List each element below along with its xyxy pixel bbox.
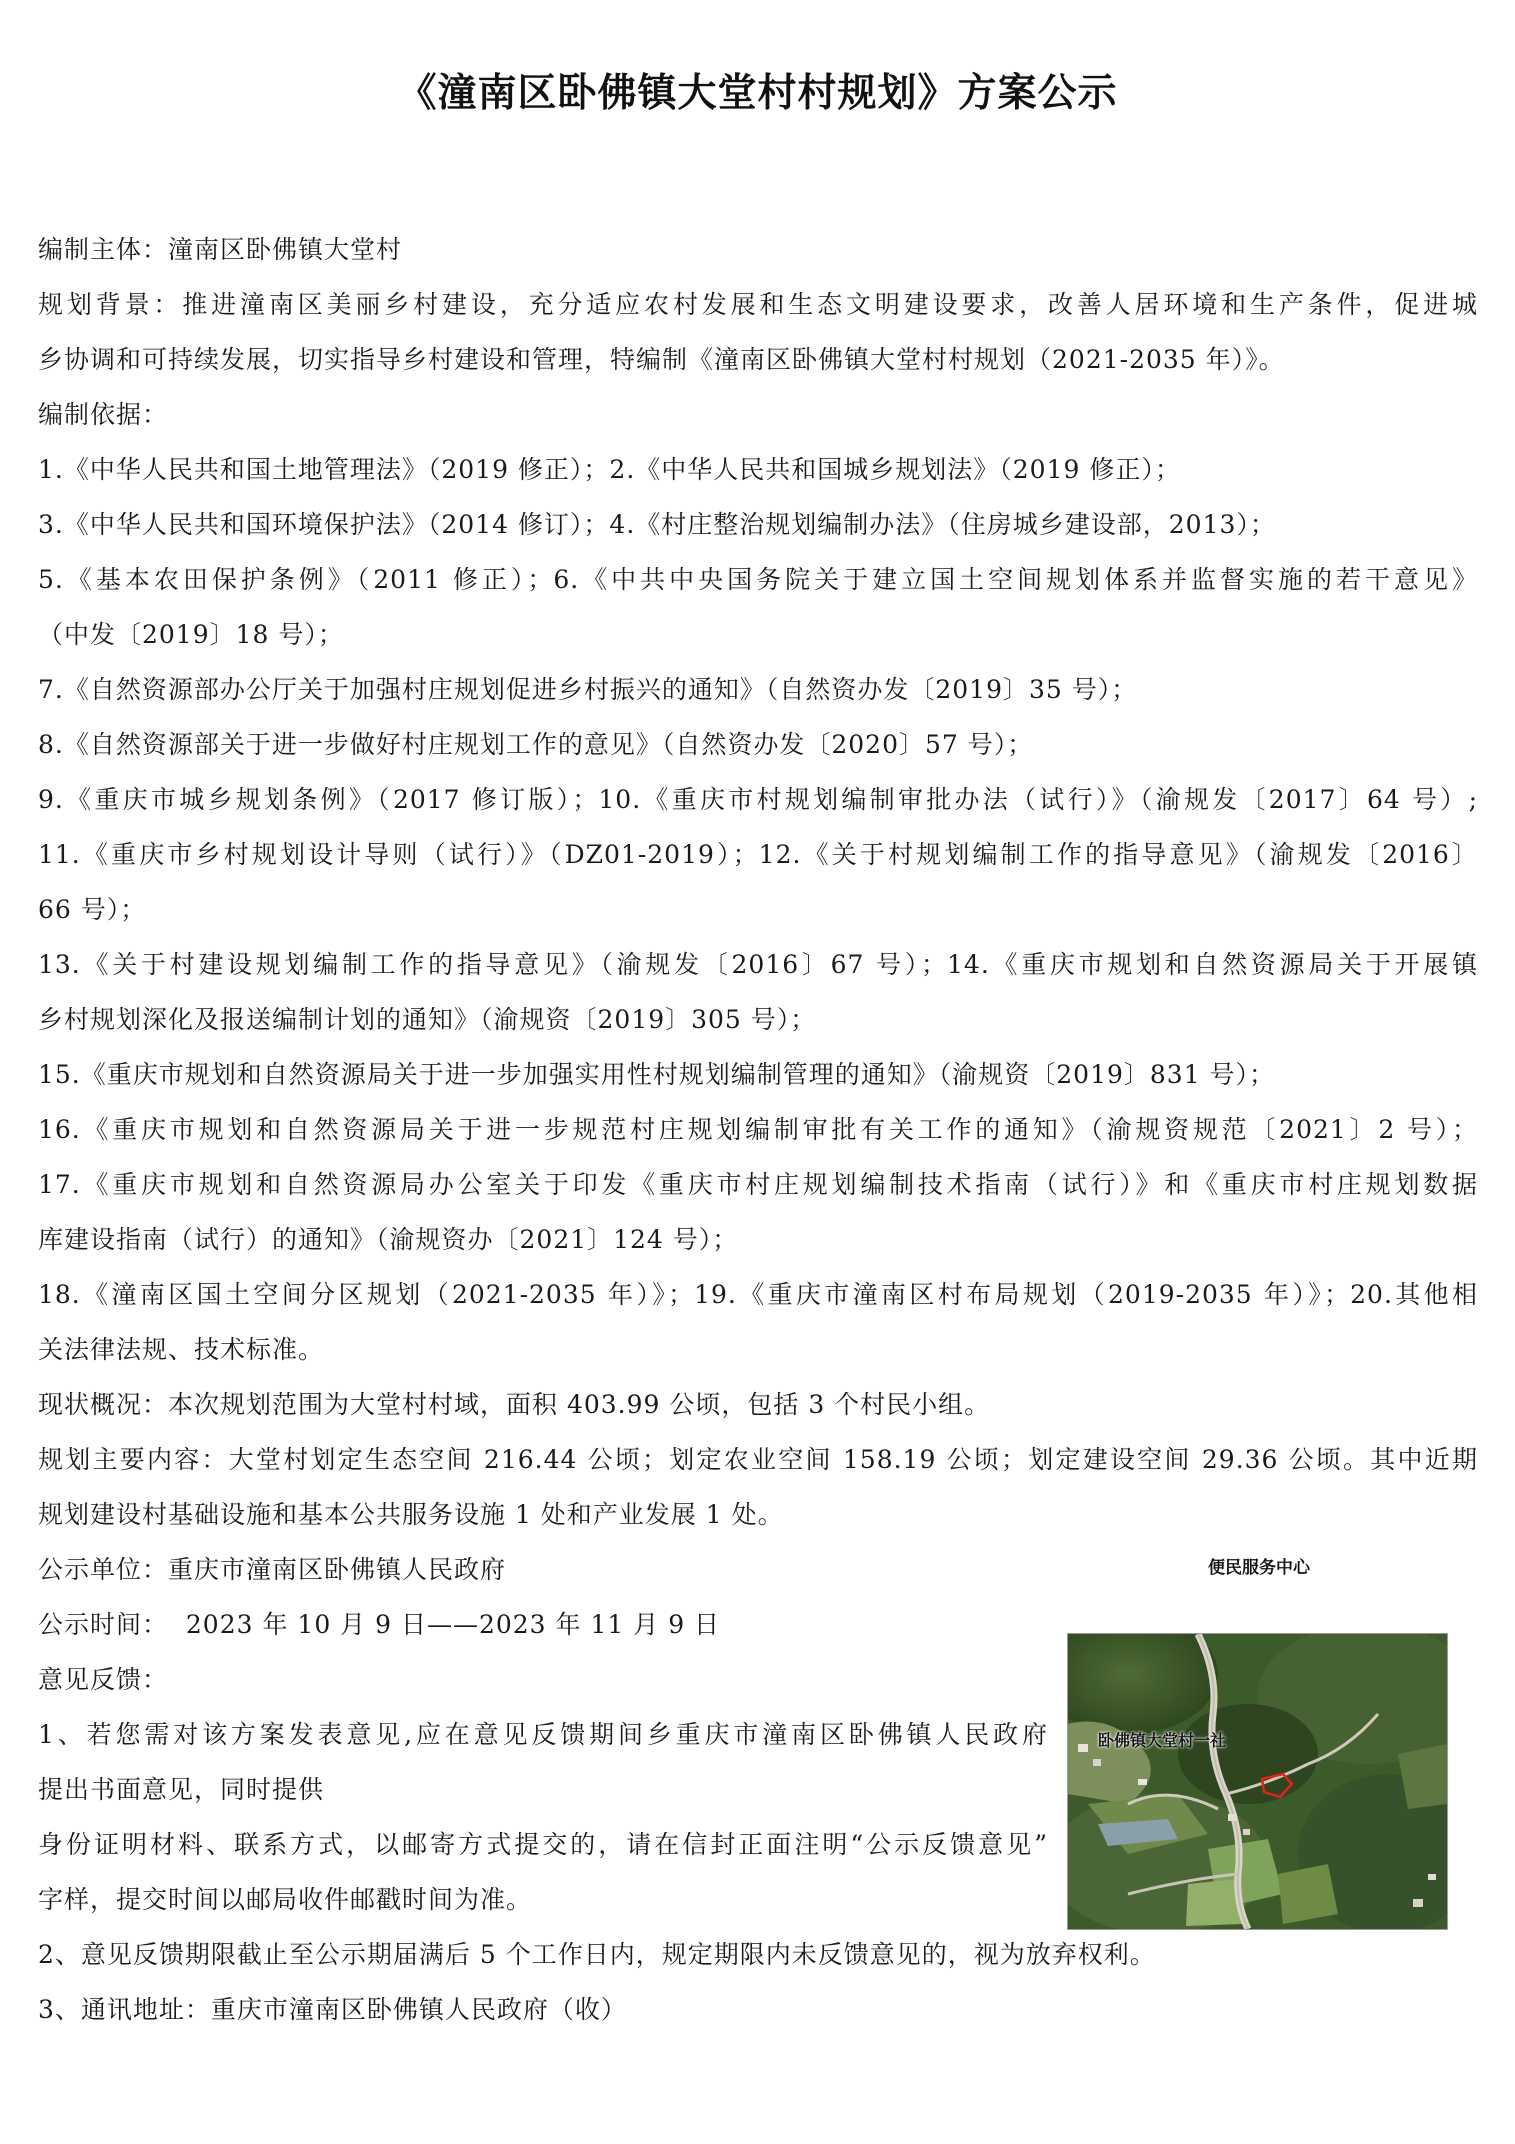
feedback-item: 2、意见反馈期限截止至公示期届满后 5 个工作日内，规定期限内未反馈意见的，视为放弃权利。: [38, 1940, 1156, 1969]
feedback-heading: 意见反馈：: [38, 1665, 169, 1694]
basis-item: 5.《基本农田保护条例》（2011 修正）；6.《中共中央国务院关于建立国土空间规划体系并监督实施的若干意见》: [38, 565, 1478, 594]
background-line-1: 规划背景：推进潼南区美丽乡村建设，充分适应农村发展和生态文明建设要求，改善人居环境和生产条件，促进城: [38, 290, 1478, 319]
basis-item: 9.《重庆市城乡规划条例》（2017 修订版）；10.《重庆市村规划编制审批办法（试行）》（渝规发〔2017〕64 号）;: [38, 785, 1478, 814]
content-line-2: 规划建设村基础设施和基本公共服务设施 1 处和产业发展 1 处。: [38, 1500, 784, 1529]
feedback-item: 3、通讯地址：重庆市潼南区卧佛镇人民政府（收）: [38, 1995, 627, 2024]
status-line: 现状概况：本次规划范围为大堂村村域，面积 403.99 公顷，包括 3 个村民小组。: [38, 1390, 991, 1419]
basis-item: （中发〔2019〕18 号）；: [38, 620, 344, 649]
page-title: 《潼南区卧佛镇大堂村村规划》方案公示: [397, 70, 1118, 116]
feedback-item: 提出书面意见，同时提供: [38, 1775, 325, 1804]
background-line-2: 乡协调和可持续发展，切实指导乡村建设和管理，特编制《潼南区卧佛镇大堂村村规划（2021-2035 年）》。: [38, 345, 1285, 374]
feedback-item: 字样，提交时间以邮局收件邮戳时间为准。: [38, 1885, 533, 1914]
basis-item: 3.《中华人民共和国环境保护法》（2014 修订）；4.《村庄整治规划编制办法》（住房城乡建设部，2013）；: [38, 510, 1276, 539]
satellite-map: [1067, 1633, 1448, 1930]
basis-item: 库建设指南（试行）的通知》（渝规资办〔2021〕124 号）；: [38, 1225, 739, 1254]
map-caption: 便民服务中心: [1208, 1558, 1310, 1578]
feedback-item: 身份证明材料、联系方式，以邮寄方式提交的，请在信封正面注明“公示反馈意见”: [38, 1830, 1048, 1859]
basis-item: 15.《重庆市规划和自然资源局关于进一步加强实用性村规划编制管理的通知》（渝规资〔2019〕831 号）；: [38, 1060, 1276, 1089]
map-label: 卧佛镇大堂村一社: [1098, 1731, 1227, 1750]
basis-item: 乡村规划深化及报送编制计划的通知》（渝规资〔2019〕305 号）；: [38, 1005, 817, 1034]
unit-line: 公示单位：重庆市潼南区卧佛镇人民政府: [38, 1555, 507, 1584]
basis-item: 8.《自然资源部关于进一步做好村庄规划工作的意见》（自然资办发〔2020〕57 号）；: [38, 730, 1034, 759]
time-line: 公示时间： 2023 年 10 月 9 日——2023 年 11 月 9 日: [38, 1610, 721, 1639]
basis-item: 关法律法规、技术标准。: [38, 1335, 325, 1364]
content-line-1: 规划主要内容：大堂村划定生态空间 216.44 公顷；划定农业空间 158.19 公顷；划定建设空间 29.36 公顷。其中近期: [38, 1445, 1478, 1474]
basis-item: 13.《关于村建设规划编制工作的指导意见》（渝规发〔2016〕67 号）；14.《重庆市规划和自然资源局关于开展镇: [38, 950, 1478, 979]
compiler-line: 编制主体：潼南区卧佛镇大堂村: [38, 235, 403, 264]
basis-item: 7.《自然资源部办公厅关于加强村庄规划促进乡村振兴的通知》（自然资办发〔2019〕35 号）；: [38, 675, 1138, 704]
basis-item: 66 号）；: [38, 895, 147, 924]
basis-item: 11.《重庆市乡村规划设计导则（试行）》（DZ01-2019）；12.《关于村规划编制工作的指导意见》（渝规发〔2016〕: [38, 840, 1478, 869]
basis-item: 18.《潼南区国土空间分区规划（2021-2035 年）》；19.《重庆市潼南区村布局规划（2019-2035 年）》；20.其他相: [38, 1280, 1478, 1309]
satellite-map-image: [1068, 1634, 1447, 1929]
feedback-item: 1、若您需对该方案发表意见,应在意见反馈期间乡重庆市潼南区卧佛镇人民政府: [38, 1720, 1048, 1749]
basis-item: 1.《中华人民共和国土地管理法》（2019 修正）；2.《中华人民共和国城乡规划法》（2019 修正）；: [38, 455, 1181, 484]
basis-item: 16.《重庆市规划和自然资源局关于进一步规范村庄规划编制审批有关工作的通知》（渝规资规范〔2021〕2 号）；: [38, 1115, 1478, 1144]
basis-item: 17.《重庆市规划和自然资源局办公室关于印发《重庆市村庄规划编制技术指南（试行）》和《重庆市村庄规划数据: [38, 1170, 1478, 1199]
basis-heading: 编制依据：: [38, 400, 169, 429]
